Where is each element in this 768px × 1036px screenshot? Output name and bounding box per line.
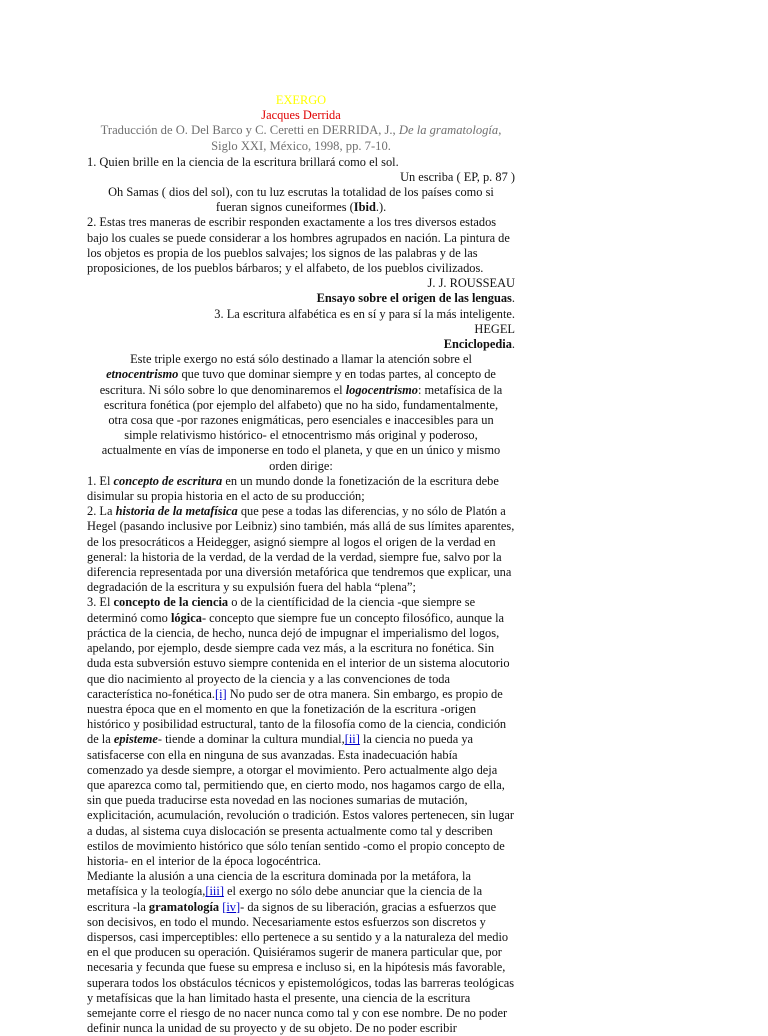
closing-text-b: el exergo no sólo debe anunciar que la ciencia de la escritura -la	[87, 884, 483, 914]
intro-paragraph	[87, 352, 515, 474]
term-historia-metafisica: historia de la metafísica	[115, 504, 238, 519]
quote-3-work	[87, 291, 515, 306]
quote-1: 1. Quien brille en la ciencia de la escritura brillará como el sol.	[87, 154, 399, 169]
quote-2-ibid: Ibid	[353, 200, 376, 215]
item-2-text: que pese a todas las diferencias, y no sólo de Platón a Hegel (pasando inclusive por Leibniz) sino también, más allá de sus límites aparentes, de los presocráticos a Heidegger, asignó siempre al logos el origen de la verdad en general: la historia de la verdad, de la verdad de la verdad, siempre fue, salvo por la diferencia representada por una diversión metafórica que tendremos que explicar, una degradación de la escritura y su expulsión fuera del habla “plena”;	[87, 504, 515, 595]
quote-4-work-title: Enciclopedia	[443, 337, 512, 352]
term-etnocentrismo: etnocentrismo	[106, 367, 179, 382]
closing-text-a: Mediante la alusión a una ciencia de la escritura dominada por la metáfora, la metafísica y la teología,	[87, 869, 471, 899]
item-3-text-c: No pudo ser de otra manera. Sin embargo, es propio de nuestra época que en el momento en que la fonetización de la escritura -origen histórico y posibilidad estructural, tanto de la filosofía como de la ciencia, condición de la	[87, 686, 507, 747]
term-concepto-escritura: concepto de escritura	[113, 473, 223, 488]
term-gramatologia: gramatología	[148, 899, 220, 914]
footnote-link-3[interactable]: [iii]	[205, 884, 224, 899]
intro-text-c: : metafísica de la escritura fonética (por ejemplo del alfabeto) que no ha sido, fundamentalmente, otra cosa que -por razones enigmáticas, pero esenciales e inaccesibles para un simple relativismo histórico- el etnocentrismo más original y poderoso, actualmente en vías de imponerse en todo el planeta, y que en un único y mismo orden dirige:	[101, 382, 503, 473]
term-logica: lógica	[170, 610, 202, 625]
quote-4: 3. La escritura alfabética es en sí y para sí la más inteligente.	[214, 306, 515, 321]
item-2-number: 2. La	[87, 504, 116, 519]
item-3-text-b: - concepto que siempre fue un concepto filosófico, aunque la práctica de la ciencia, de hecho, nunca dejó de impugnar el imperialismo del logos, apelando, por ejemplo, desde siempre cada vez más, a la escritura no fonética. Sin duda esta subversión estuvo siempre contenida en el interior de un sistema alocutorio que dio nacimiento al proyecto de la ciencia y a las convenciones de toda característica no-fonética.	[87, 610, 510, 701]
item-1-text: en un mundo donde la fonetización de la escritura debe disimular su propia historia en el acto de su producción;	[87, 473, 499, 504]
translation-text: Traducción de O. Del Barco y C. Ceretti en DERRIDA, J.,	[100, 123, 399, 138]
item-3-text-a: o de la científicidad de la ciencia -que siempre se determinó como	[87, 595, 476, 625]
quote-2-text: Oh Samas ( dios del sol), con tu luz escrutas la totalidad de los países como si fueran signos cuneiformes (	[108, 185, 494, 215]
item-3-text-e: la ciencia no pueda ya satisfacerse con ella en ninguna de sus avanzadas. Esta inadecuación había comenzado ya desde siempre, a otorgar el movimiento. Pero actualmente algo deja que aparezca como tal, permitiendo que, en cierto modo, nos hagamos cargo de ella, sin que pueda traducirse esta novedad en las nociones sumarias de mutación, explicitación, acumulación, revolución o tradición. Estos valores pertenecen, sin lugar a dudas, al sistema cuya dislocación se presenta actualmente como tal y describen estilos de movimiento histórico que sólo tenían sentido -como el propio concepto de historia- en el interior de la época logocéntrica.	[87, 732, 514, 868]
closing-paragraph	[87, 869, 515, 1036]
author-name: Jacques Derrida	[261, 108, 341, 123]
quote-3-work-title: Ensayo sobre el origen de las lenguas	[316, 291, 512, 306]
quote-4-work	[87, 337, 515, 352]
document-page	[87, 93, 515, 1036]
quote-4-work-period: .	[511, 337, 515, 352]
footnote-link-1[interactable]: [i]	[214, 686, 227, 701]
term-episteme: episteme	[113, 732, 158, 747]
footnote-link-2[interactable]: [ii]	[344, 732, 360, 747]
book-title: De la gramatología	[398, 123, 499, 138]
translation-text-end: , Siglo XXI, México, 1998, pp. 7-10.	[211, 123, 502, 153]
item-3-text-d: - tiende a dominar la cultura mundial,	[157, 732, 345, 747]
item-1-number: 1. El	[87, 473, 114, 488]
item-1	[87, 474, 515, 504]
intro-text-a: Este triple exergo no está sólo destinado a llamar la atención sobre el	[130, 352, 472, 367]
quote-1-source: Un escriba ( EP, p. 87 )	[400, 169, 515, 184]
closing-text-d: - da signos de su liberación, gracias a esfuerzos que son decisivos, en todo el mundo. Necesariamente estos esfuerzos son discretos y dispersos, casi imperceptibles: ello pertenece a su sentido y a la naturaleza del medio en el que producen su operación. Quisiéramos sugerir de manera particular que, por necesaria y fecunda que fuese su empresa e incluso si, en la hipótesis más favorable, superara todos los obstáculos técnicos y epistemológicos, todas las barreras teológicas y metafísicas que la han limitado hasta el presente, una ciencia de la escritura semejante corre el riesgo de no nacer nunca como tal y con ese nombre. De no poder definir nunca la unidad de su proyecto y de su objeto. De no poder escribir	[87, 899, 515, 1036]
item-2	[87, 504, 515, 595]
term-concepto-ciencia: concepto de la ciencia	[113, 595, 229, 610]
quote-3-work-period: .	[511, 291, 515, 306]
item-3	[87, 595, 515, 869]
quote-3-author: J. J. ROUSSEAU	[427, 276, 515, 291]
translation-note	[87, 123, 515, 154]
quote-3: 2. Estas tres maneras de escribir responden exactamente a los tres diversos estados bajo los cuales se puede considerar a los hombres agrupados en nación. La pintura de los objetos es propia de los pueblos salvajes; los signos de las palabras y de las proposiciones, de los pueblos bárbaros; y el alfabeto, de los pueblos civilizados.	[87, 215, 510, 276]
item-3-number: 3. El	[87, 595, 114, 610]
footnote-link-4[interactable]: [iv]	[222, 899, 241, 914]
term-logocentrismo: logocentrismo	[345, 382, 418, 397]
quote-2	[87, 185, 515, 215]
exergo-title: EXERGO	[275, 93, 327, 107]
intro-text-b: que tuvo que dominar siempre y en todas partes, al concepto de escritura. Ni sólo sobre lo que denominaremos el	[99, 367, 496, 397]
quote-4-author: HEGEL	[474, 321, 515, 336]
quote-2-end: .).	[375, 200, 387, 215]
